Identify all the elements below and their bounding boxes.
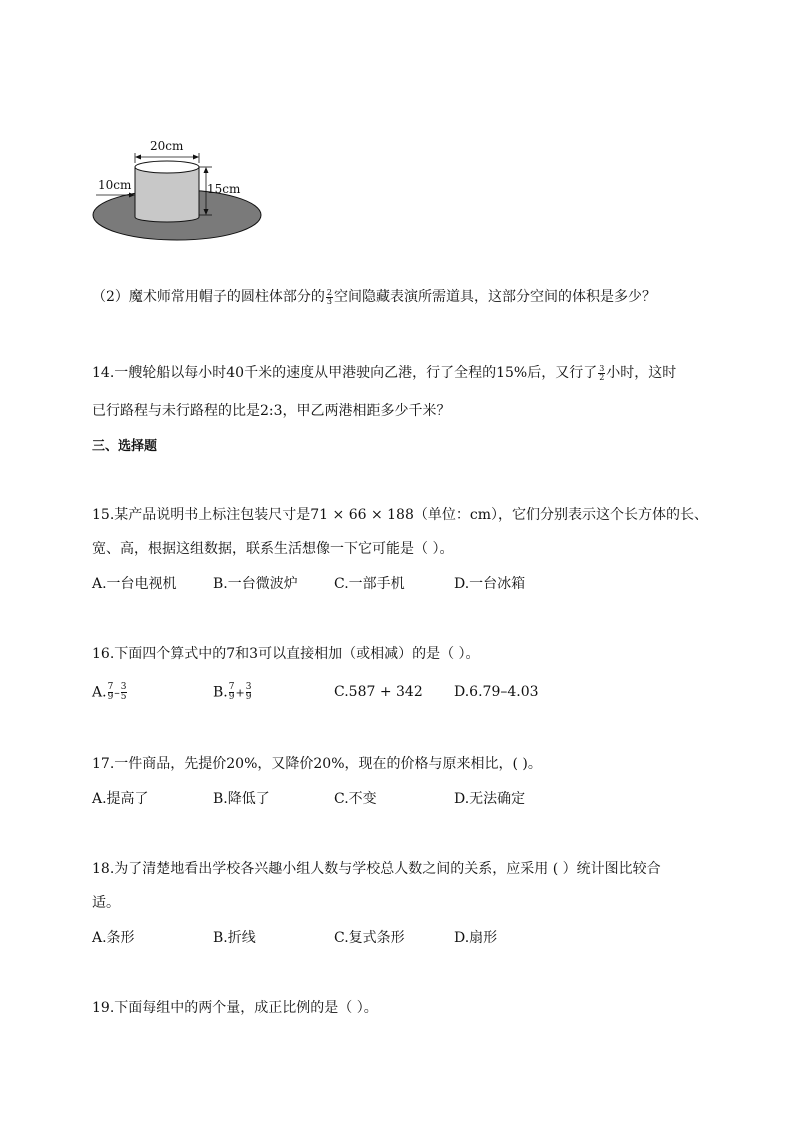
q15-line1: 15.某产品说明书上标注包装尺寸是71 × 66 × 188（单位：cm），它们分别表示这个长方体的长、: [92, 507, 708, 523]
section-heading: 三、选择题: [92, 439, 158, 454]
q18-option-d[interactable]: D.扇形: [454, 930, 498, 946]
fraction: $\frac{3}{9}$: [245, 682, 252, 702]
q17-option-d[interactable]: D.无法确定: [454, 791, 526, 807]
fraction: $\frac{3}{2}$: [599, 363, 605, 382]
q18-option-c[interactable]: C.复式条形: [334, 930, 405, 946]
q16-option-b[interactable]: B. $\frac{7}{9}$ + $\frac{3}{9}$: [213, 682, 252, 702]
brim-label: 10cm: [98, 178, 132, 192]
hat-cylinder-top: [135, 161, 199, 173]
q16-stem: 16.下面四个算式中的7和3可以直接相加（或相减）的是（ ）。: [92, 646, 480, 662]
hat-figure: [88, 135, 268, 245]
q17-option-b[interactable]: B.降低了: [213, 791, 270, 807]
q18-option-b[interactable]: B.折线: [213, 930, 256, 946]
q14-line2: 已行路程与未行路程的比是2:3，甲乙两港相距多少千米？: [92, 403, 451, 419]
fraction: $\frac{2}{3}$: [326, 287, 332, 306]
height-label: 15cm: [207, 182, 241, 196]
fraction: $\frac{3}{5}$: [120, 682, 127, 702]
q18-option-a[interactable]: A.条形: [92, 930, 135, 946]
q15-option-a[interactable]: A.一台电视机: [92, 576, 177, 592]
q19-stem: 19.下面每组中的两个量，成正比例的是（ ）。: [92, 1000, 378, 1016]
q15-option-b[interactable]: B.一台微波炉: [213, 576, 298, 592]
q15-line2: 宽、高，根据这组数据，联系生活想像一下它可能是（ ）。: [92, 541, 454, 557]
fraction: $\frac{7}{9}$: [107, 682, 114, 702]
q16-option-a[interactable]: A. $\frac{7}{9}$ – $\frac{3}{5}$: [92, 682, 127, 702]
q16-option-c[interactable]: C.587 + 342: [334, 684, 423, 700]
fraction: $\frac{7}{9}$: [228, 682, 235, 702]
q17-option-a[interactable]: A.提高了: [92, 791, 149, 807]
q17-stem: 17.一件商品，先提价20%，又降价20%，现在的价格与原来相比，( )。: [92, 756, 542, 772]
q18-line2: 适。: [92, 895, 120, 911]
width-label: 20cm: [150, 139, 184, 153]
q13-part2: （2）魔术师常用帽子的圆柱体部分的 $\frac{2}{3}$ 空间隐藏表演所需道具，这部分空间的体积是多少？: [92, 287, 656, 306]
q15-option-c[interactable]: C.一部手机: [334, 576, 405, 592]
q15-option-d[interactable]: D.一台冰箱: [454, 576, 526, 592]
q16-option-d[interactable]: D.6.79–4.03: [454, 684, 539, 700]
q14-line1: 14.一艘轮船以每小时40千米的速度从甲港驶向乙港，行了全程的15%后，又行了 $\frac{3}{2}$ 小时，这时: [92, 363, 677, 382]
q17-option-c[interactable]: C.不变: [334, 791, 377, 807]
q18-line1: 18.为了清楚地看出学校各兴趣小组人数与学校总人数之间的关系，应采用 ( ）统计图比较合: [92, 861, 661, 877]
hat-cylinder-body: [135, 167, 199, 217]
